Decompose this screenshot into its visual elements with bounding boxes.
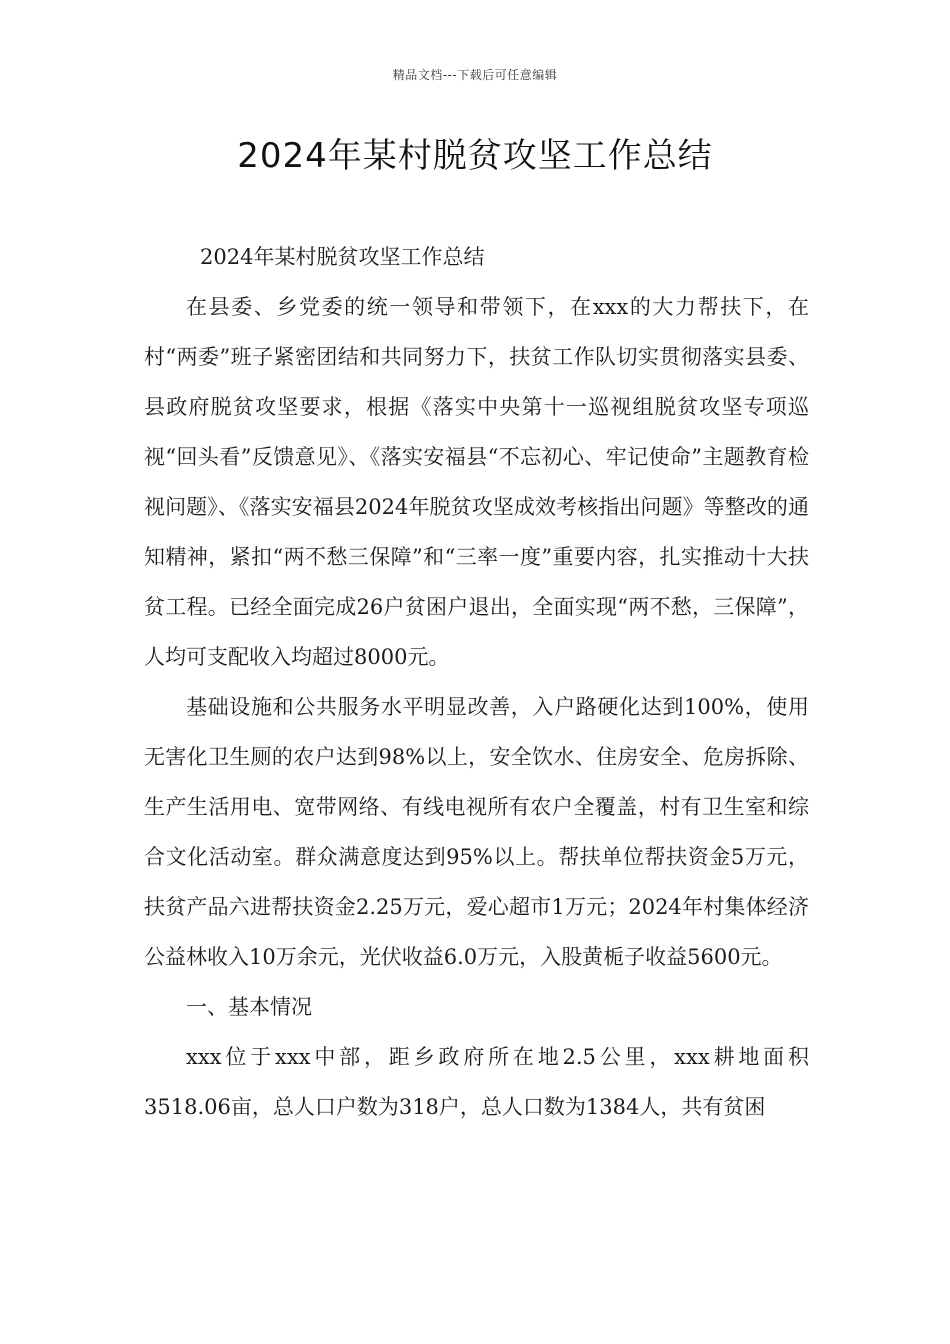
header-note: 精品文档---下载后可任意编辑 (392, 68, 558, 82)
document-title: 2024年某村脱贫攻坚工作总结 (237, 136, 713, 176)
document-body (144, 232, 809, 1132)
body-subtitle: 2024年某村脱贫攻坚工作总结 (200, 245, 485, 269)
paragraph-basic-info: xxx位于xxx中部，距乡政府所在地2.5公里，xxx耕地面积3518.06亩，总人口户数为318户，总人口数为1384人，共有贫困 (144, 1045, 809, 1119)
paragraph-infrastructure: 基础设施和公共服务水平明显改善，入户路硬化达到100%，使用无害化卫生厕的农户达到98%以上，安全饮水、住房安全、危房拆除、生产生活用电、宽带网络、有线电视所有农户全覆盖，村有卫生室和综合文化活动室。群众满意度达到95%以上。帮扶单位帮扶资金5万元，扶贫产品六进帮扶资金2.25万元，爱心超市1万元；2024年村集体经济公益林收入10万余元，光伏收益6.0万元，入股黄栀子收益5600元。 (144, 695, 809, 969)
section-heading-basic-info: 一、基本情况 (186, 995, 312, 1019)
paragraph-intro: 在县委、乡党委的统一领导和带领下，在xxx的大力帮扶下，在村“两委”班子紧密团结和共同努力下，扶贫工作队切实贯彻落实县委、县政府脱贫攻坚要求，根据《落实中央第十一巡视组脱贫攻坚专项巡视“回头看”反馈意见》、《落实安福县“不忘初心、牢记使命”主题教育检视问题》、《落实安福县2024年脱贫攻坚成效考核指出问题》等整改的通知精神，紧扣“两不愁三保障”和“三率一度”重要内容，扎实推动十大扶贫工程。已经全面完成26户贫困户退出，全面实现“两不愁，三保障”，人均可支配收入均超过8000元。 (144, 295, 809, 669)
